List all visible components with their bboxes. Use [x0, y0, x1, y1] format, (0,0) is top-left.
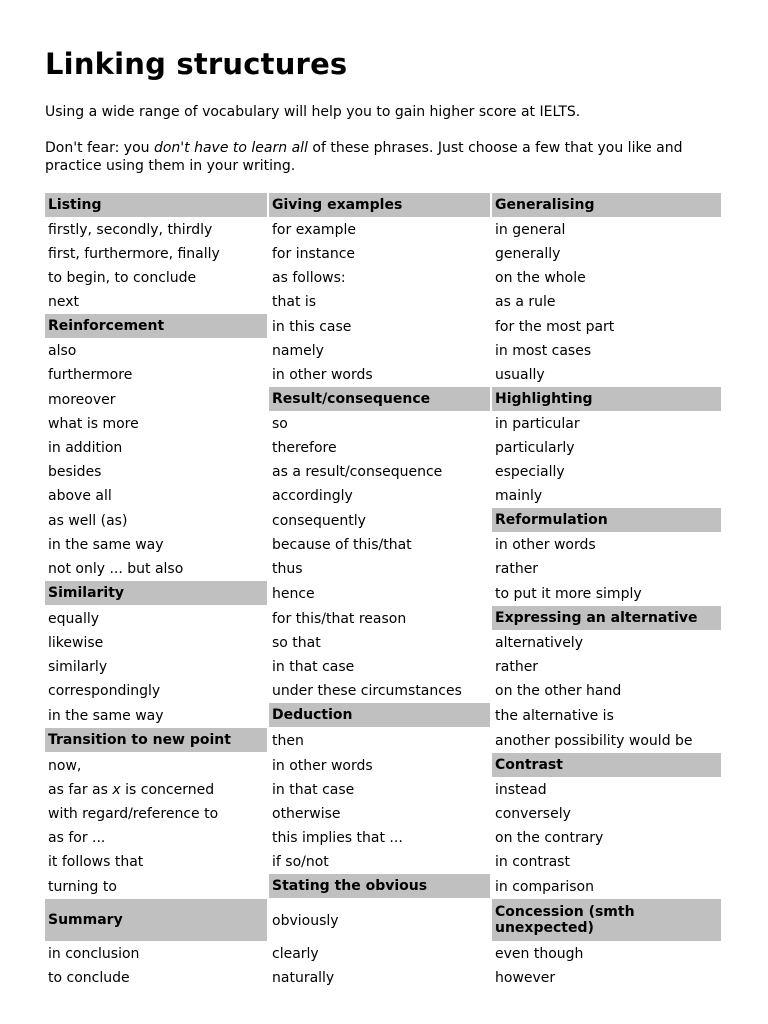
phrase-cell: in that case — [269, 778, 492, 802]
phrase-cell: on the other hand — [492, 679, 723, 703]
table-row — [45, 966, 723, 990]
table-row — [45, 242, 723, 266]
phrase-cell: correspondingly — [45, 679, 269, 703]
category-heading: Result/consequence — [269, 387, 492, 412]
phrase-cell: besides — [45, 460, 269, 484]
phrase-cell: in the same way — [45, 533, 269, 557]
phrase-cell: in other words — [492, 533, 723, 557]
table-row — [45, 363, 723, 387]
phrase-cell: if so/not — [269, 850, 492, 874]
phrase-cell: alternatively — [492, 631, 723, 655]
table-row — [45, 314, 723, 339]
phrase-cell: in general — [492, 218, 723, 242]
phrase-cell: under these circumstances — [269, 679, 492, 703]
phrase-cell: rather — [492, 655, 723, 679]
phrase-cell: as for ... — [45, 826, 269, 850]
category-heading: Contrast — [492, 753, 723, 778]
phrase-cell: accordingly — [269, 484, 492, 508]
phrase-cell: obviously — [269, 899, 492, 942]
phrase-cell: for the most part — [492, 314, 723, 339]
phrase-cell — [45, 778, 269, 802]
phrase-cell: this implies that ... — [269, 826, 492, 850]
advice-text-end: of these phrases. Just choose a few that you like and practice using them in your writing. — [45, 140, 683, 174]
phrase-cell: however — [492, 966, 723, 990]
category-heading: Similarity — [45, 581, 269, 606]
phrase-cell: in particular — [492, 412, 723, 436]
phrase-cell: in other words — [269, 363, 492, 387]
phrase-cell: instead — [492, 778, 723, 802]
category-heading: Summary — [45, 899, 269, 942]
phrase-cell: similarly — [45, 655, 269, 679]
phrase-cell: in contrast — [492, 850, 723, 874]
phrase-cell: so that — [269, 631, 492, 655]
table-row — [45, 703, 723, 728]
advice-paragraph — [45, 139, 735, 175]
table-row — [45, 339, 723, 363]
category-heading: Deduction — [269, 703, 492, 728]
phrase-cell: in this case — [269, 314, 492, 339]
category-heading: Expressing an alternative — [492, 606, 723, 631]
table-row — [45, 802, 723, 826]
phrase-cell: turning to — [45, 874, 269, 899]
phrase-part: is concerned — [120, 782, 215, 798]
phrase-cell: what is more — [45, 412, 269, 436]
phrase-cell: thus — [269, 557, 492, 581]
phrase-cell: first, furthermore, finally — [45, 242, 269, 266]
phrase-part: as far as — [48, 782, 113, 798]
phrase-cell: especially — [492, 460, 723, 484]
phrase-cell: as a rule — [492, 290, 723, 314]
phrase-cell: generally — [492, 242, 723, 266]
advice-text-start: Don't fear: you — [45, 140, 154, 156]
table-row — [45, 581, 723, 606]
table-row — [45, 533, 723, 557]
phrase-cell: conversely — [492, 802, 723, 826]
category-heading: Reformulation — [492, 508, 723, 533]
table-row — [45, 753, 723, 778]
table-row — [45, 679, 723, 703]
phrase-cell: then — [269, 728, 492, 753]
phrase-cell: now, — [45, 753, 269, 778]
phrase-cell: namely — [269, 339, 492, 363]
phrase-cell: because of this/that — [269, 533, 492, 557]
table-row — [45, 874, 723, 899]
phrase-cell: above all — [45, 484, 269, 508]
category-heading: Giving examples — [269, 193, 492, 218]
phrase-cell: in addition — [45, 436, 269, 460]
phrase-cell: moreover — [45, 387, 269, 412]
phrase-cell: in the same way — [45, 703, 269, 728]
page-title: Linking structures — [45, 47, 348, 81]
phrase-cell: it follows that — [45, 850, 269, 874]
phrase-cell: for instance — [269, 242, 492, 266]
category-heading: Generalising — [492, 193, 723, 218]
category-heading: Concession (smth unexpected) — [492, 899, 723, 942]
phrase-cell: with regard/reference to — [45, 802, 269, 826]
phrase-cell: for example — [269, 218, 492, 242]
phrase-cell: next — [45, 290, 269, 314]
phrase-cell: as well (as) — [45, 508, 269, 533]
phrase-cell: in comparison — [492, 874, 723, 899]
phrase-cell: as a result/consequence — [269, 460, 492, 484]
table-row — [45, 436, 723, 460]
phrase-cell: as follows: — [269, 266, 492, 290]
table-row — [45, 557, 723, 581]
phrase-cell: equally — [45, 606, 269, 631]
category-heading: Reinforcement — [45, 314, 269, 339]
table-row — [45, 606, 723, 631]
phrase-cell: in other words — [269, 753, 492, 778]
phrase-cell: another possibility would be — [492, 728, 723, 753]
category-heading: Listing — [45, 193, 269, 218]
phrase-cell: to conclude — [45, 966, 269, 990]
phrase-cell: on the contrary — [492, 826, 723, 850]
linking-phrases-table — [45, 193, 723, 990]
phrase-cell: in most cases — [492, 339, 723, 363]
table-row — [45, 412, 723, 436]
advice-emphasis: don't have to learn all — [153, 140, 308, 156]
phrase-cell: to put it more simply — [492, 581, 723, 606]
phrase-cell: mainly — [492, 484, 723, 508]
category-heading: Stating the obvious — [269, 874, 492, 899]
phrase-variable: x — [112, 782, 121, 798]
phrase-cell: that is — [269, 290, 492, 314]
phrase-cell: naturally — [269, 966, 492, 990]
table-body — [45, 193, 723, 990]
phrase-cell: on the whole — [492, 266, 723, 290]
phrase-cell: therefore — [269, 436, 492, 460]
phrase-cell: in conclusion — [45, 942, 269, 966]
phrase-cell: even though — [492, 942, 723, 966]
phrase-cell: usually — [492, 363, 723, 387]
table-row — [45, 266, 723, 290]
phrase-cell: particularly — [492, 436, 723, 460]
table-row — [45, 508, 723, 533]
phrase-cell: also — [45, 339, 269, 363]
phrase-cell: furthermore — [45, 363, 269, 387]
table-row — [45, 484, 723, 508]
phrase-cell: so — [269, 412, 492, 436]
table-row — [45, 850, 723, 874]
table-row — [45, 728, 723, 753]
phrase-cell: firstly, secondly, thirdly — [45, 218, 269, 242]
table-row — [45, 942, 723, 966]
phrase-cell: likewise — [45, 631, 269, 655]
table-row — [45, 460, 723, 484]
phrase-cell: hence — [269, 581, 492, 606]
intro-paragraph: Using a wide range of vocabulary will help you to gain higher score at IELTS. — [45, 104, 581, 120]
table-row — [45, 899, 723, 942]
table-row — [45, 193, 723, 218]
table-row — [45, 290, 723, 314]
phrase-cell: in that case — [269, 655, 492, 679]
phrase-cell: not only ... but also — [45, 557, 269, 581]
table-row — [45, 655, 723, 679]
category-heading: Transition to new point — [45, 728, 269, 753]
table-row — [45, 218, 723, 242]
category-heading: Highlighting — [492, 387, 723, 412]
phrase-cell: rather — [492, 557, 723, 581]
phrase-cell: otherwise — [269, 802, 492, 826]
phrase-cell: the alternative is — [492, 703, 723, 728]
phrase-cell: to begin, to conclude — [45, 266, 269, 290]
phrase-cell: for this/that reason — [269, 606, 492, 631]
phrase-cell: clearly — [269, 942, 492, 966]
table-row — [45, 826, 723, 850]
table-row — [45, 778, 723, 802]
table-row — [45, 387, 723, 412]
phrase-cell: consequently — [269, 508, 492, 533]
table-row — [45, 631, 723, 655]
